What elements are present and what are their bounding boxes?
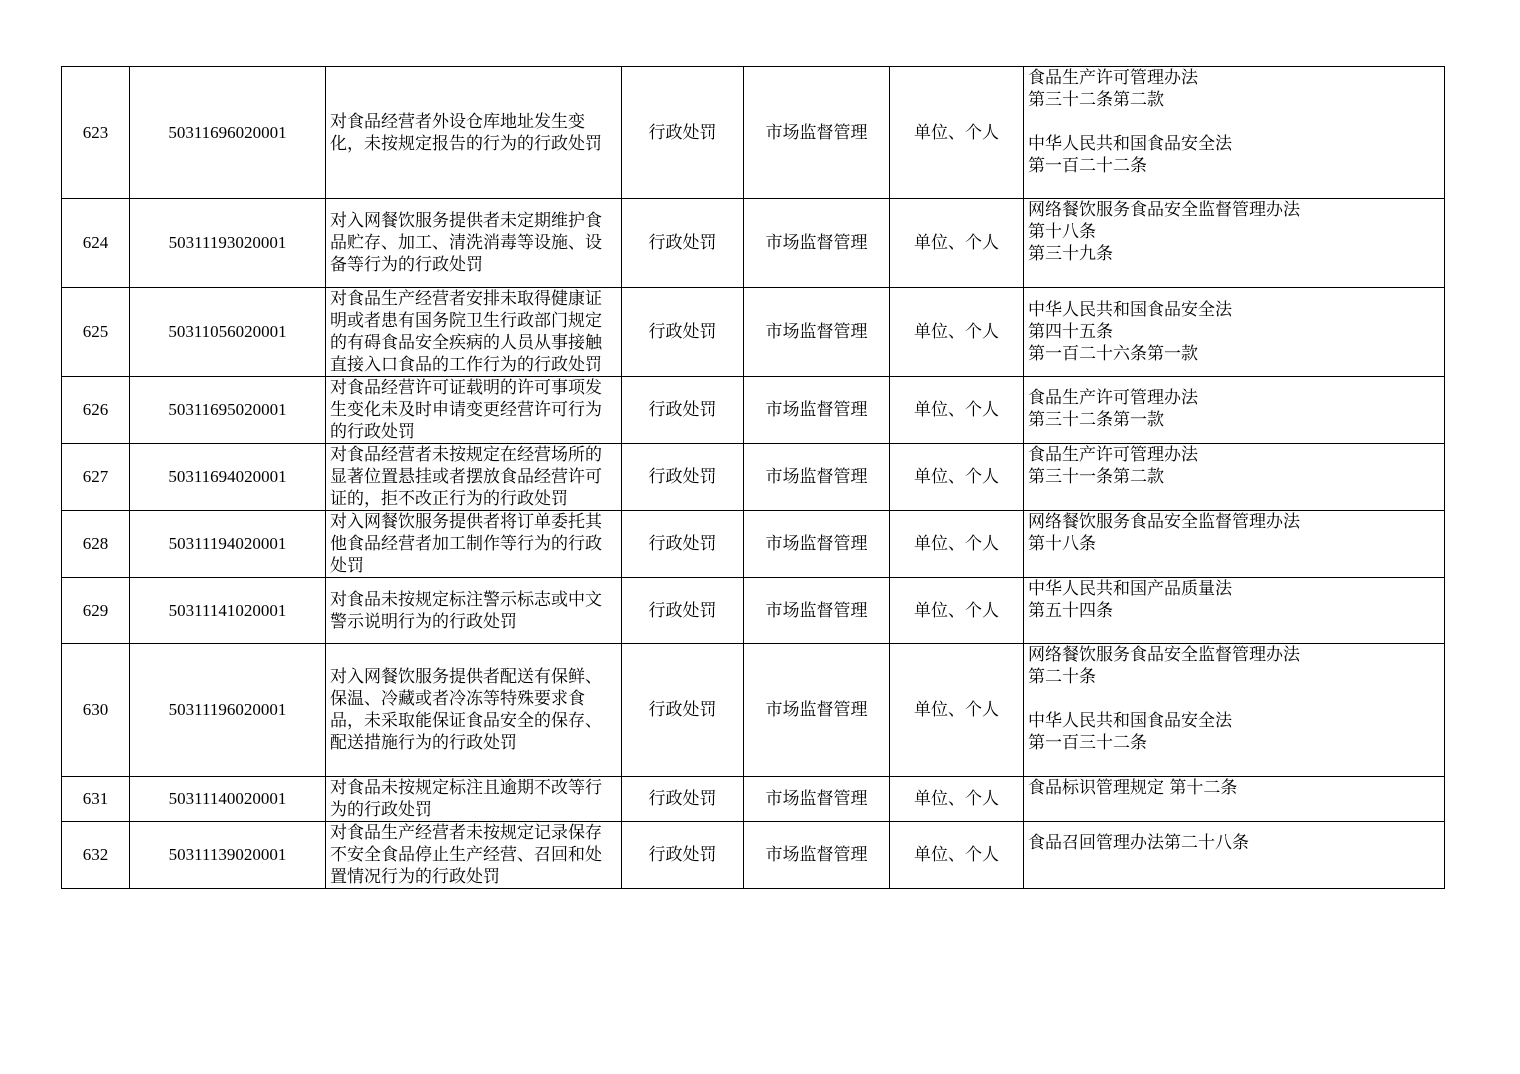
item-department: 市场监督管理 <box>744 67 890 199</box>
item-legal-basis: 食品生产许可管理办法 第三十二条第一款 <box>1024 377 1445 444</box>
item-code: 50311196020001 <box>130 644 326 777</box>
item-subject: 单位、个人 <box>890 67 1024 199</box>
item-code: 50311694020001 <box>130 444 326 511</box>
item-legal-basis: 网络餐饮服务食品安全监督管理办法 第十八条 <box>1024 511 1445 578</box>
item-legal-basis: 食品标识管理规定 第十二条 <box>1024 777 1445 822</box>
row-number: 626 <box>62 377 130 444</box>
item-legal-basis: 食品生产许可管理办法 第三十二条第二款 中华人民共和国食品安全法 第一百二十二条 <box>1024 67 1445 199</box>
row-number: 630 <box>62 644 130 777</box>
item-type: 行政处罚 <box>622 578 744 644</box>
item-code: 50311695020001 <box>130 377 326 444</box>
row-number: 627 <box>62 444 130 511</box>
item-subject: 单位、个人 <box>890 511 1024 578</box>
item-code: 50311139020001 <box>130 822 326 889</box>
item-legal-basis: 中华人民共和国食品安全法 第四十五条 第一百二十六条第一款 <box>1024 288 1445 377</box>
item-type: 行政处罚 <box>622 444 744 511</box>
table-row <box>62 578 1445 644</box>
item-legal-basis: 中华人民共和国产品质量法 第五十四条 <box>1024 578 1445 644</box>
item-subject: 单位、个人 <box>890 822 1024 889</box>
item-subject: 单位、个人 <box>890 199 1024 288</box>
item-legal-basis: 食品生产许可管理办法 第三十一条第二款 <box>1024 444 1445 511</box>
item-department: 市场监督管理 <box>744 511 890 578</box>
item-department: 市场监督管理 <box>744 822 890 889</box>
table-row <box>62 199 1445 288</box>
table-row <box>62 444 1445 511</box>
item-department: 市场监督管理 <box>744 578 890 644</box>
row-number: 628 <box>62 511 130 578</box>
item-department: 市场监督管理 <box>744 777 890 822</box>
item-subject: 单位、个人 <box>890 444 1024 511</box>
item-code: 50311193020001 <box>130 199 326 288</box>
row-number: 631 <box>62 777 130 822</box>
item-legal-basis: 网络餐饮服务食品安全监督管理办法 第十八条 第三十九条 <box>1024 199 1445 288</box>
item-type: 行政处罚 <box>622 288 744 377</box>
item-type: 行政处罚 <box>622 67 744 199</box>
table-row <box>62 67 1445 199</box>
item-name: 对食品经营许可证载明的许可事项发生变化未及时申请变更经营许可行为的行政处罚 <box>326 377 622 444</box>
item-type: 行政处罚 <box>622 644 744 777</box>
table-row <box>62 288 1445 377</box>
item-department: 市场监督管理 <box>744 644 890 777</box>
item-type: 行政处罚 <box>622 777 744 822</box>
table-row <box>62 822 1445 889</box>
table-row <box>62 511 1445 578</box>
row-number: 624 <box>62 199 130 288</box>
table-body <box>62 67 1445 889</box>
table-row <box>62 377 1445 444</box>
row-number: 625 <box>62 288 130 377</box>
table-row <box>62 777 1445 822</box>
item-legal-basis: 食品召回管理办法第二十八条 <box>1024 822 1445 889</box>
item-subject: 单位、个人 <box>890 777 1024 822</box>
item-name: 对入网餐饮服务提供者未定期维护食品贮存、加工、清洗消毒等设施、设备等行为的行政处罚 <box>326 199 622 288</box>
item-code: 50311141020001 <box>130 578 326 644</box>
table-row <box>62 644 1445 777</box>
item-type: 行政处罚 <box>622 822 744 889</box>
item-name: 对入网餐饮服务提供者将订单委托其他食品经营者加工制作等行为的行政处罚 <box>326 511 622 578</box>
item-subject: 单位、个人 <box>890 644 1024 777</box>
item-type: 行政处罚 <box>622 511 744 578</box>
item-subject: 单位、个人 <box>890 578 1024 644</box>
item-name: 对食品经营者外设仓库地址发生变化，未按规定报告的行为的行政处罚 <box>326 67 622 199</box>
item-name: 对食品经营者未按规定在经营场所的显著位置悬挂或者摆放食品经营许可证的，拒不改正行为的行政处罚 <box>326 444 622 511</box>
item-code: 50311140020001 <box>130 777 326 822</box>
item-legal-basis: 网络餐饮服务食品安全监督管理办法 第二十条 中华人民共和国食品安全法 第一百三十二条 <box>1024 644 1445 777</box>
item-code: 50311194020001 <box>130 511 326 578</box>
row-number: 632 <box>62 822 130 889</box>
item-subject: 单位、个人 <box>890 288 1024 377</box>
item-code: 50311056020001 <box>130 288 326 377</box>
item-name: 对食品生产经营者安排未取得健康证明或者患有国务院卫生行政部门规定的有碍食品安全疾病的人员从事接触直接入口食品的工作行为的行政处罚 <box>326 288 622 377</box>
item-type: 行政处罚 <box>622 377 744 444</box>
item-name: 对食品生产经营者未按规定记录保存不安全食品停止生产经营、召回和处置情况行为的行政处罚 <box>326 822 622 889</box>
item-subject: 单位、个人 <box>890 377 1024 444</box>
item-name: 对食品未按规定标注警示标志或中文警示说明行为的行政处罚 <box>326 578 622 644</box>
item-department: 市场监督管理 <box>744 444 890 511</box>
row-number: 629 <box>62 578 130 644</box>
item-name: 对食品未按规定标注且逾期不改等行为的行政处罚 <box>326 777 622 822</box>
item-code: 50311696020001 <box>130 67 326 199</box>
item-department: 市场监督管理 <box>744 199 890 288</box>
penalty-items-table <box>61 66 1445 889</box>
row-number: 623 <box>62 67 130 199</box>
item-name: 对入网餐饮服务提供者配送有保鲜、保温、冷藏或者冷冻等特殊要求食品，未采取能保证食品安全的保存、配送措施行为的行政处罚 <box>326 644 622 777</box>
item-type: 行政处罚 <box>622 199 744 288</box>
item-department: 市场监督管理 <box>744 377 890 444</box>
item-department: 市场监督管理 <box>744 288 890 377</box>
